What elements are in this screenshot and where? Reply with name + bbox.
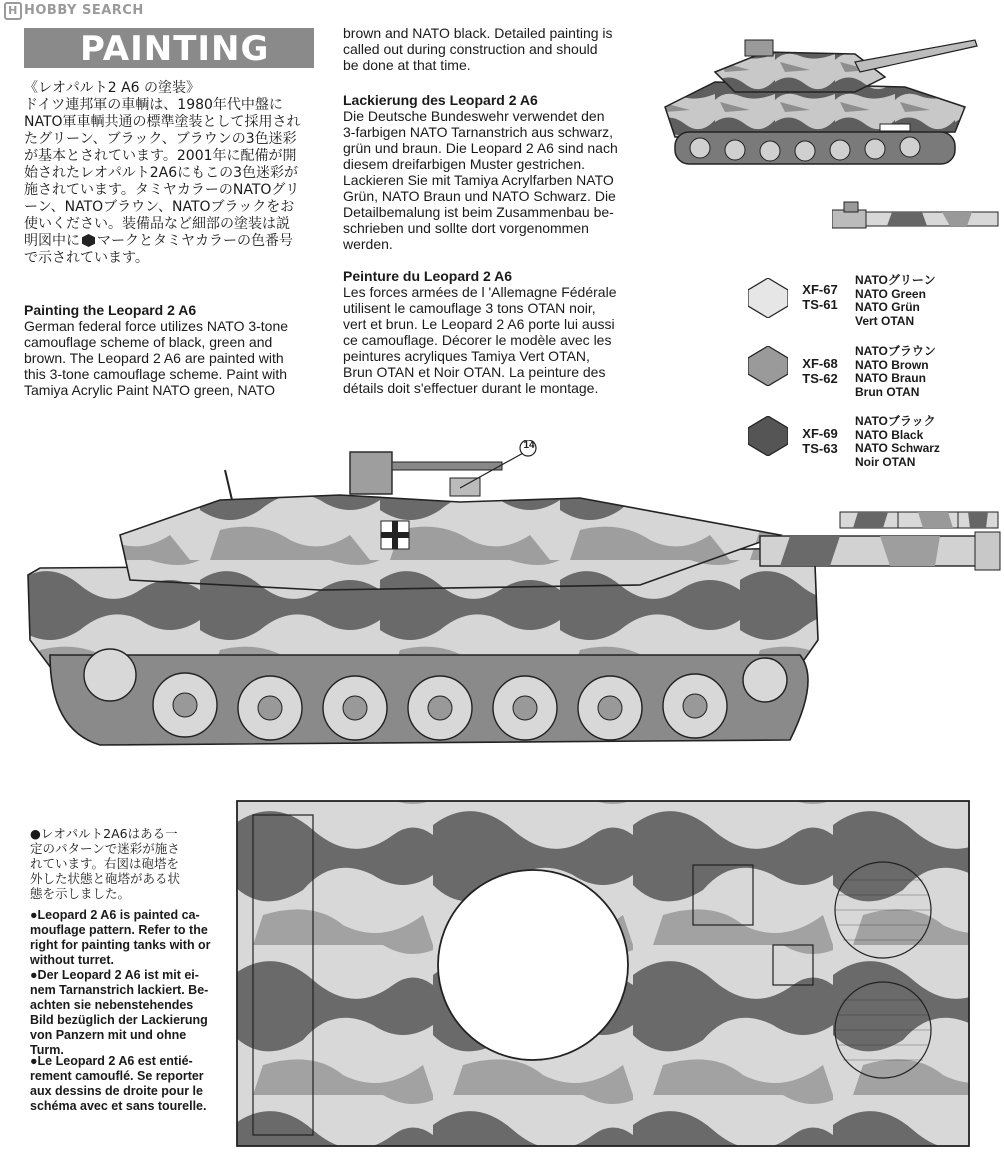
color-name: NATO Braun — [855, 371, 926, 385]
page-title: PAINTING — [80, 29, 270, 69]
color-name: Noir OTAN — [855, 454, 916, 469]
side-note-line: achten sie nebenstehendes — [30, 998, 194, 1012]
jp-line: 始されたレオパルト2A6にもこの3色迷彩が — [24, 165, 299, 181]
color-code-brown — [794, 356, 846, 386]
jp-line: 施されています。タミヤカラーのNATOグリ — [24, 182, 300, 198]
fr-line: Les forces armées de l 'Allemagne Fédérale — [343, 284, 617, 300]
side-note-line: rement camouflé. Se reporter — [30, 1069, 204, 1083]
color-name: NATOブラック — [855, 414, 936, 428]
side-note-line: Bild bezüglich der Lackierung — [30, 1013, 208, 1027]
code-xf: XF-69 — [802, 426, 838, 441]
fr-line: ce camouflage. Décorer le modèle avec les — [343, 332, 612, 348]
side-note-line: 態を示しました。 — [30, 886, 131, 901]
en-line: camouflage scheme of black, green and — [24, 334, 273, 350]
jp-line-part: 明図中に — [24, 233, 80, 249]
jp-line: ーン、NATOブラウン、NATOブラックをお — [24, 199, 295, 215]
side-note-line: mouflage pattern. Refer to the — [30, 923, 208, 937]
paint-mark-icon — [82, 234, 95, 247]
color-name: NATOグリーン — [855, 273, 936, 287]
side-note-fr — [30, 1054, 220, 1114]
callout-number: 14 — [523, 440, 535, 451]
en-line: called out during construction and should — [343, 41, 598, 57]
side-note-line: without turret. — [30, 953, 115, 967]
fr-text-block — [343, 268, 635, 396]
jp-line — [24, 233, 324, 250]
side-note-line: 外した状態と砲塔がある状 — [30, 871, 181, 886]
de-line: grün und braun. Die Leopard 2 A6 sind nach — [343, 140, 618, 156]
de-line: werden. — [343, 236, 393, 252]
code-xf: XF-68 — [802, 356, 838, 371]
side-note-line: nem Tarnanstrich lackiert. Be- — [30, 983, 209, 997]
side-note-line: ●レオパルト2A6はある一 — [30, 826, 178, 841]
en-paragraph-cont — [343, 25, 635, 73]
watermark-logo-icon: H — [4, 2, 22, 20]
color-names-green — [855, 274, 936, 328]
side-note-line: schéma avec et sans tourelle. — [30, 1099, 207, 1113]
color-name: NATO Grün — [855, 300, 920, 314]
side-note-line: Turm. — [30, 1043, 64, 1057]
tank-top-view — [233, 795, 973, 1150]
jp-line: 使いください。装備品など細部の塗装は説 — [24, 216, 290, 232]
fr-line: Brun OTAN et Noir OTAN. La peinture des — [343, 364, 606, 380]
side-note-line: von Panzern mit und ohne — [30, 1028, 187, 1042]
en-line: be done at that time. — [343, 57, 471, 73]
de-line: Die Deutsche Bundeswehr verwendet den — [343, 108, 605, 124]
en-line: Tamiya Acrylic Paint NATO green, NATO — [24, 382, 276, 398]
code-xf: XF-67 — [802, 282, 838, 297]
color-names-brown — [855, 345, 936, 399]
de-text-block — [343, 92, 635, 252]
color-code-green — [794, 282, 846, 312]
de-heading: Lackierung des Leopard 2 A6 — [343, 92, 538, 108]
jp-line-part: マークとタミヤカラーの色番号 — [97, 233, 293, 249]
fr-line: détails doit s'effectuer durant le montage. — [343, 380, 599, 396]
fr-line: vert et brun. Le Leopard 2 A6 porte lui aussi — [343, 316, 615, 332]
side-note-jp — [30, 826, 215, 901]
color-name: NATO Schwarz — [855, 441, 940, 455]
side-note-line: れています。右図は砲塔を — [30, 856, 180, 871]
gun-barrel-strip-1 — [832, 200, 1000, 232]
side-note-line: aux dessins de droite pour le — [30, 1084, 203, 1098]
fr-heading: Peinture du Leopard 2 A6 — [343, 268, 513, 284]
color-name: Brun OTAN — [855, 384, 920, 399]
tank-side-view — [20, 440, 1002, 760]
jp-text-block — [24, 80, 324, 267]
de-line: Grün, NATO Braun und NATO Schwarz. Die — [343, 188, 616, 204]
watermark: H HOBBY SEARCH — [4, 2, 144, 20]
side-note-line: ●Der Leopard 2 A6 ist mit ei- — [30, 968, 199, 982]
fr-line: utilisent le camouflage 3 tons OTAN noir, — [343, 300, 596, 316]
code-ts: TS-62 — [802, 371, 838, 386]
en-line: brown and NATO black. Detailed painting is — [343, 25, 613, 41]
swatch-nato-brown — [748, 346, 788, 386]
de-line: Lackieren Sie mit Tamiya Acrylfarben NATO — [343, 172, 614, 188]
color-name: NATO Black — [855, 427, 924, 442]
en-paragraph — [24, 318, 316, 398]
color-name: Vert OTAN — [855, 313, 915, 328]
side-note-line: ●Leopard 2 A6 is painted ca- — [30, 908, 200, 922]
side-note-en — [30, 908, 220, 968]
code-ts: TS-61 — [802, 297, 838, 312]
color-name: NATOブラウン — [855, 344, 936, 358]
fr-line: peintures acryliques Tamiya Vert OTAN, — [343, 348, 590, 364]
en-line: this 3-tone camouflage scheme. Paint with — [24, 366, 288, 382]
en-line: brown. The Leopard 2 A6 are painted with — [24, 350, 284, 366]
code-ts: TS-63 — [802, 441, 838, 456]
side-note-line: ●Le Leopard 2 A6 est entié- — [30, 1054, 193, 1068]
de-line: Detailbemalung ist beim Zusammenbau be- — [343, 204, 614, 220]
side-note-de — [30, 968, 220, 1058]
side-note-line: 定のパターンで迷彩が施さ — [30, 841, 180, 856]
color-name: NATO Brown — [855, 357, 929, 372]
de-line: 3-farbigen NATO Tarnanstrich aus schwarz, — [343, 124, 614, 140]
de-line: diesem dreifarbigen Muster gestrichen. — [343, 156, 586, 172]
en-heading: Painting the Leopard 2 A6 — [24, 302, 197, 318]
jp-line: で示されています。 — [24, 250, 149, 266]
jp-line: NATO軍車輌共通の標準塗装として採用され — [24, 114, 301, 130]
de-line: schrieben und sollte dort vorgenommen — [343, 220, 589, 236]
en-line: German federal force utilizes NATO 3-tone — [24, 318, 289, 334]
jp-heading: 《レオパルト2 A6 の塗装》 — [24, 80, 201, 96]
fr-paragraph — [343, 284, 635, 396]
swatch-nato-green — [748, 278, 788, 318]
jp-line: が基本とされています。2001年に配備が開 — [24, 148, 297, 164]
de-paragraph — [343, 108, 635, 252]
tank-perspective-illustration — [655, 32, 985, 177]
color-name: NATO Green — [855, 286, 926, 301]
jp-line: ドイツ連邦軍の車輌は、1980年代中盤に — [24, 97, 283, 113]
en-text-block — [24, 302, 316, 398]
side-note-line: right for painting tanks with or — [30, 938, 211, 952]
jp-line: たグリーン、ブラック、ブラウンの3色迷彩 — [24, 131, 297, 147]
